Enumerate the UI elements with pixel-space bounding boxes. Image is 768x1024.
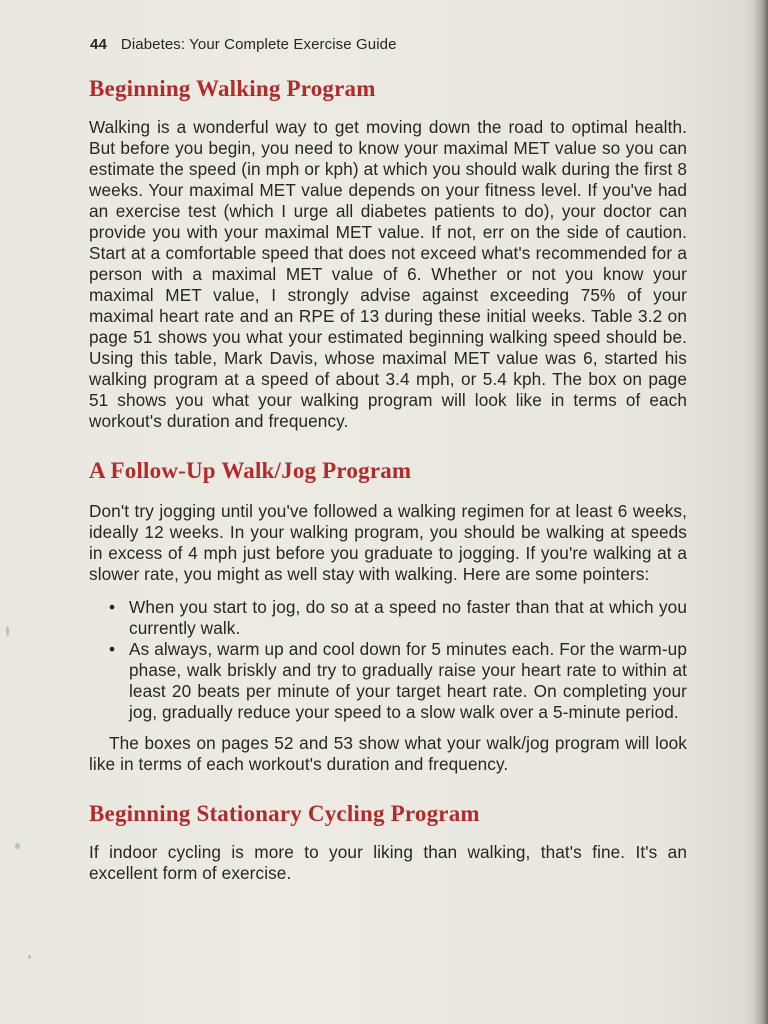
paragraph-walk-jog: Don't try jogging until you've followed a walking regimen for at least 6 weeks, ideally 12 weeks. In your walking program, you should be walking at speeds in excess of 4 mph just before you graduate to jogging. If you're walking at a slower rate, you might as well stay with walking. Here are some pointers:: [89, 501, 687, 584]
list-item-text: As always, warm up and cool down for 5 minutes each. For the warm-up phase, walk briskly and try to gradually raise your heart rate to within at least 20 beats per minute of your target heart rate. On completing your jog, gradually reduce your speed to a slow walk over a 5-minute period.: [129, 639, 687, 722]
bullet-glyph: •: [109, 639, 116, 659]
heading-walking-program: Beginning Walking Program: [89, 76, 376, 101]
list-item: [109, 597, 687, 639]
list-item-text: When you start to jog, do so at a speed no faster than that at which you currently walk.: [129, 597, 687, 638]
list-item: [109, 639, 687, 723]
page-edge-shadow: [754, 0, 768, 1024]
pointers-list: [89, 597, 687, 723]
book-title: Diabetes: Your Complete Exercise Guide: [120, 36, 397, 53]
paper-speck: [6, 626, 9, 636]
running-head: [90, 36, 397, 53]
paper-speck: [28, 955, 31, 959]
paragraph-walking: Walking is a wonderful way to get moving down the road to optimal health. But before you begin, you need to know your maximal MET value so you can estimate the speed (in mph or kph) at which you should walk during the first 8 weeks. Your maximal MET value depends on your fitness level. If you've had an exercise test (which I urge all diabetes patients to do), your doctor can provide you with your maximal MET value. If not, err on the side of caution. Start at a comfortable speed that does not exceed what's recommended for a person with a maximal MET value of 6. Whether or not you know your maximal MET value, I strongly advise against exceeding 75% of your maximal heart rate and an RPE of 13 during these initial weeks. Table 3.2 on page 51 shows you what your estimated beginning walking speed should be. Using this table, Mark Davis, whose maximal MET value was 6, started his walking program at a speed of about 3.4 mph, or 5.4 kph. The box on page 51 shows you what your walking program will look like in terms of each workout's duration and frequency.: [89, 117, 687, 431]
bullet-glyph: •: [109, 597, 116, 617]
page-content: [89, 74, 687, 884]
paragraph-cycling: If indoor cycling is more to your liking than walking, that's fine. It's an excellent form of exercise.: [89, 842, 687, 883]
heading-cycling-program: Beginning Stationary Cycling Program: [89, 801, 480, 826]
page-number: 44: [90, 36, 107, 53]
paragraph-walk-jog-closing: The boxes on pages 52 and 53 show what your walk/jog program will look like in terms of each workout's duration and frequency.: [89, 733, 687, 774]
heading-walk-jog-program: A Follow-Up Walk/Jog Program: [89, 458, 412, 483]
paper-speck: [15, 843, 20, 849]
